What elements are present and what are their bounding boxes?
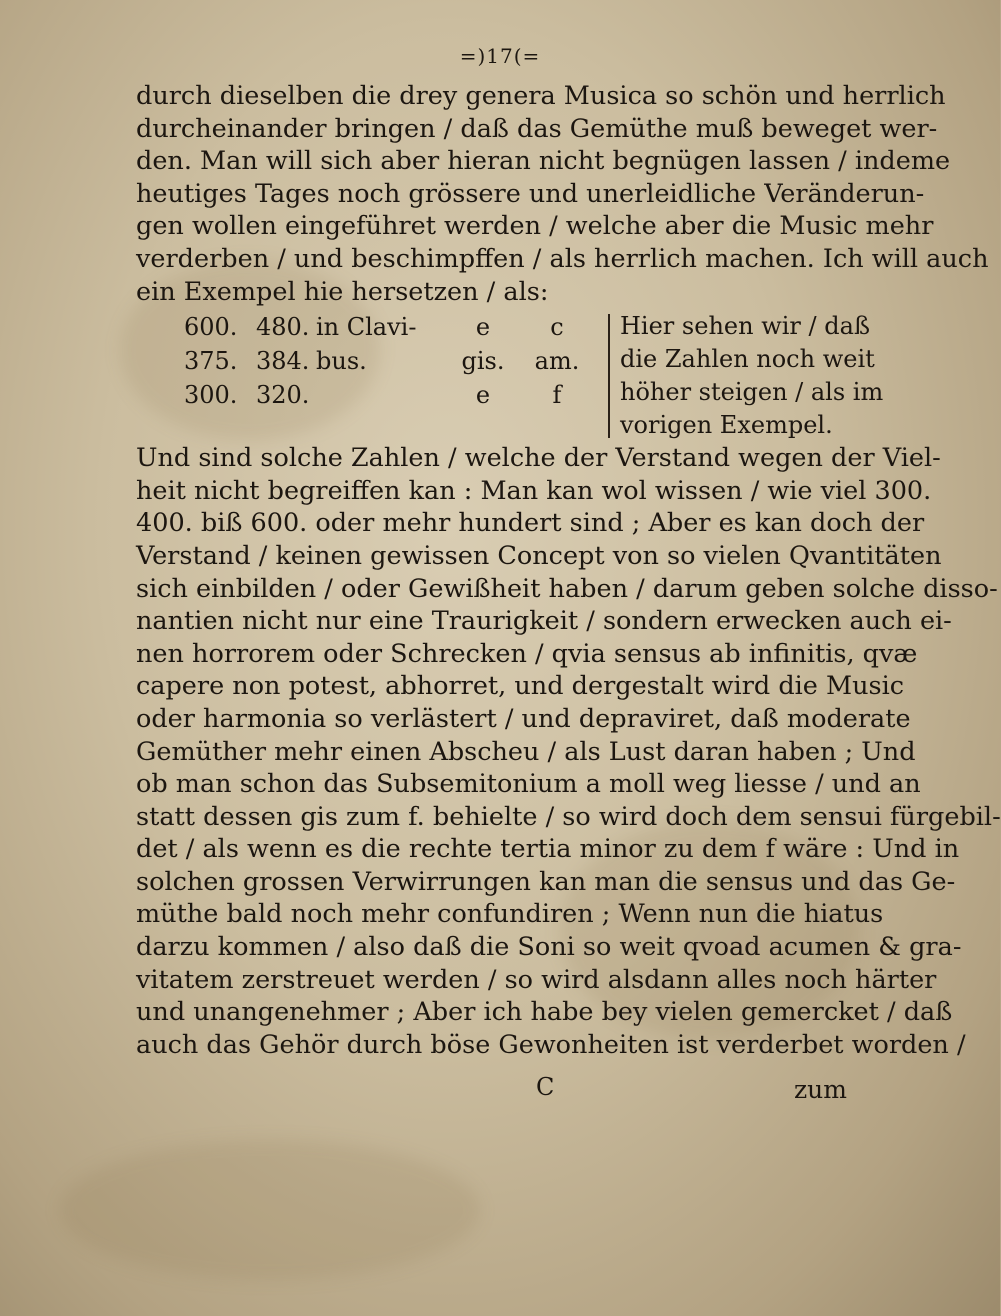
text-line: ob man schon das Subsemitonium a moll weg liesse / und an — [136, 769, 921, 800]
text-line: und unangenehmer ; Aber ich habe bey vielen gemercket / daß — [136, 997, 953, 1028]
note-line: vorigen Exempel. — [620, 411, 833, 440]
example-block — [136, 310, 884, 442]
example-numbers — [184, 310, 614, 412]
text-line: 400. biß 600. oder mehr hundert sind ; Aber es kan doch der — [136, 508, 925, 539]
text-line: Gemüther mehr einen Abscheu / als Lust daran haben ; Und — [136, 736, 916, 767]
example-cell: in Clavi- — [316, 313, 417, 342]
catchword: zum — [794, 1075, 847, 1104]
example-cell: bus. — [316, 347, 367, 376]
example-cell: f — [552, 381, 562, 410]
text-line: sich einbilden / oder Gewißheit haben / darum geben solche disso- — [136, 573, 998, 604]
signature-mark: C — [536, 1073, 555, 1101]
example-row — [184, 310, 614, 344]
example-row — [184, 344, 614, 378]
note-line: höher steigen / als im — [620, 378, 884, 407]
example-cell: c — [550, 313, 564, 342]
text-line: statt dessen gis zum f. behielte / so wird doch dem sensui fürgebil- — [136, 801, 1001, 832]
text-line: heit nicht begreiffen kan : Man kan wol wissen / wie viel 300. — [136, 475, 932, 506]
example-note — [620, 310, 884, 442]
example-cell: e — [475, 313, 491, 342]
example-cell: 600. — [184, 313, 238, 342]
text-line: verderben / und beschimpffen / als herrlich machen. Ich will auch — [136, 243, 989, 274]
text-line: darzu kommen / also daß die Soni so weit qvoad acumen & gra- — [136, 932, 962, 963]
text-line: müthe bald noch mehr confundiren ; Wenn nun die hiatus — [136, 899, 884, 930]
text-line: det / als wenn es die rechte tertia minor zu dem f wäre : Und in — [136, 834, 960, 865]
text-line: nen horrorem oder Schrecken / qvia sensus ab infinitis, qvæ — [136, 638, 918, 669]
example-cell: gis. — [461, 347, 505, 376]
example-cell: e — [475, 381, 491, 410]
example-cell: 320. — [256, 381, 310, 410]
text-line: Und sind solche Zahlen / welche der Verstand wegen der Viel- — [136, 443, 941, 474]
page-number-header: =)17(= — [459, 44, 541, 68]
text-line: auch das Gehör durch böse Gewonheiten ist verderbet worden / — [136, 1029, 966, 1060]
paper-stain — [60, 1140, 480, 1280]
note-line: Hier sehen wir / daß — [620, 312, 870, 341]
page-footer — [0, 1073, 1000, 1109]
text-line: den. Man will sich aber hieran nicht begnügen lassen / indeme — [136, 146, 951, 177]
example-cell: 375. — [184, 347, 238, 376]
text-line: durcheinander bringen / daß das Gemüthe muß beweget wer- — [136, 113, 938, 144]
text-line: ein Exempel hie hersetzen / als: — [136, 276, 549, 307]
body-text — [136, 80, 1001, 1061]
text-line: oder harmonia so verlästert / und depraviret, daß moderate — [136, 703, 911, 734]
text-line: heutiges Tages noch grössere und unerleidliche Veränderun- — [136, 178, 925, 209]
example-cell: am. — [534, 347, 580, 376]
example-row — [184, 378, 614, 412]
example-cell: 384. — [256, 347, 310, 376]
note-line: die Zahlen noch weit — [620, 345, 875, 374]
example-cell: 300. — [184, 381, 238, 410]
text-line: nantien nicht nur eine Traurigkeit / sondern erwecken auch ei- — [136, 606, 952, 637]
body-text-continued — [136, 442, 1001, 1061]
text-line: solchen grossen Verwirrungen kan man die sensus und das Ge- — [136, 866, 956, 897]
text-line: Verstand / keinen gewissen Concept von so vielen Qvantitäten — [136, 540, 942, 571]
vertical-rule — [608, 314, 610, 438]
text-line: capere non potest, abhorret, und dergestalt wird die Music — [136, 671, 905, 702]
text-line: durch dieselben die drey genera Musica so schön und herrlich — [136, 81, 946, 111]
example-cell: 480. — [256, 313, 310, 342]
text-line: vitatem zerstreuet werden / so wird alsdann alles noch härter — [136, 964, 937, 995]
text-line: gen wollen eingeführet werden / welche aber die Music mehr — [136, 211, 934, 242]
